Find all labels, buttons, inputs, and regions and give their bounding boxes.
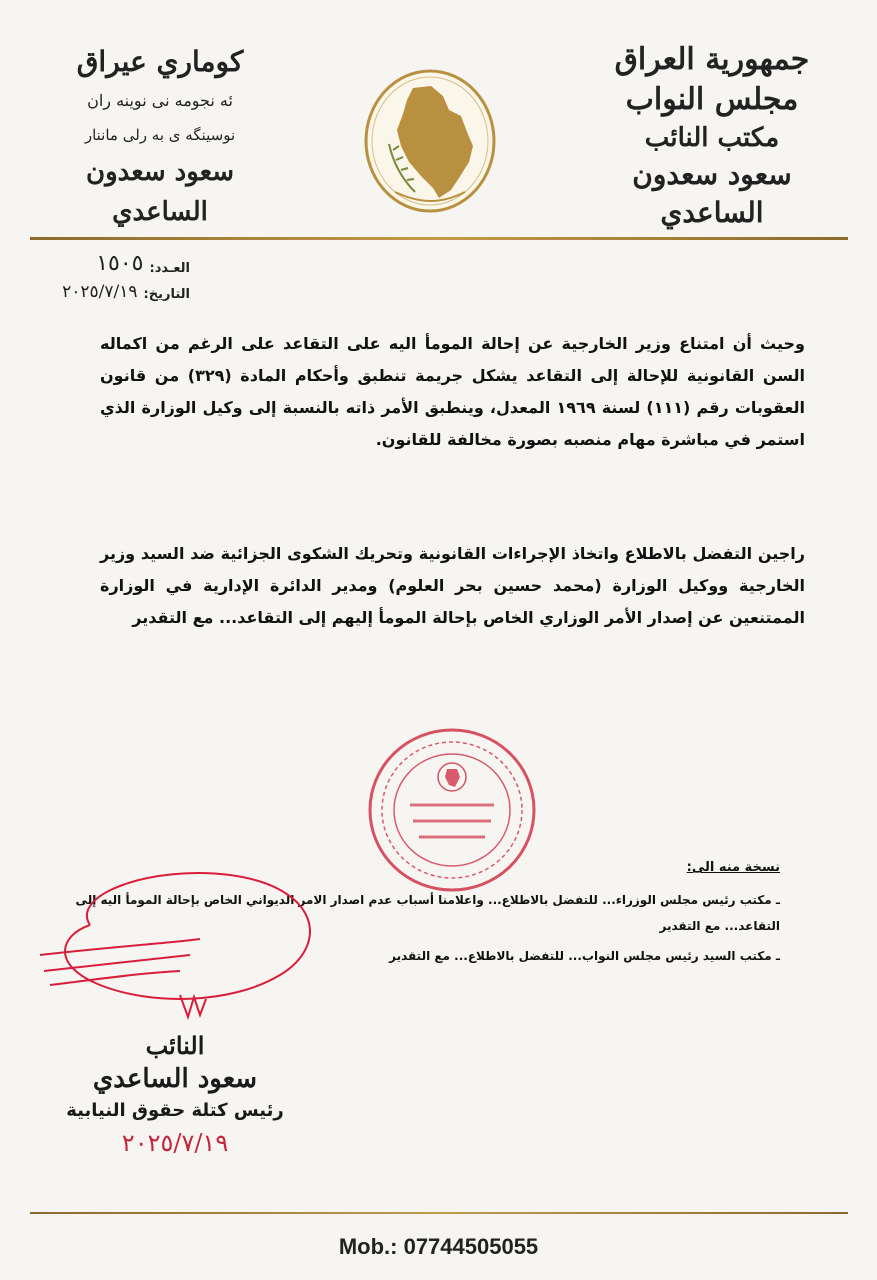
letter-meta bbox=[20, 250, 190, 302]
letter-number bbox=[20, 250, 190, 276]
signature-scribble-icon bbox=[30, 855, 340, 1025]
header-republic: جمهورية العراق bbox=[614, 42, 810, 77]
header-kurdish-member-name: سعود سعدون الساعدي bbox=[85, 157, 234, 227]
number-label: العـدد: bbox=[149, 261, 190, 276]
header-kurdish-office: نوسينگه ى به رلى ماننار bbox=[84, 126, 236, 144]
header-divider bbox=[30, 237, 848, 240]
date-value: ٢٠٢٥/٧/١٩ bbox=[62, 282, 138, 302]
header-kurdish-republic: كوماري عيراق bbox=[76, 45, 244, 78]
parliament-emblem-icon bbox=[361, 66, 499, 216]
number-value: ١٥٠٥ bbox=[96, 251, 144, 276]
date-label: التاريخ: bbox=[143, 287, 190, 302]
signature-date: ٢٠٢٥/٧/١٩ bbox=[121, 1129, 229, 1157]
signature-position: رئيس كتلة حقوق النيابية bbox=[66, 1100, 284, 1121]
header-council: مجلس النواب bbox=[625, 82, 799, 117]
header-office: مكتب النائب bbox=[644, 123, 780, 153]
header-member-name: سعود سعدون الساعدي bbox=[632, 158, 792, 229]
copy-recipient-2: ـ مكتب السيد رئيس مجلس النواب... للتفضل بالاطلاع... مع التقدير bbox=[389, 949, 780, 963]
header-arabic bbox=[587, 40, 837, 232]
header-kurdish-council: ئه نجومه نى نوينه ران bbox=[87, 91, 233, 110]
signature-title: النائب bbox=[145, 1031, 205, 1060]
signature-name: سعود الساعدي bbox=[92, 1064, 258, 1094]
body-paragraph-2: راجين التفضل بالاطلاع واتخاذ الإجراءات القانونية وتحريك الشكوى الجزائية ضد السيد وزير الخارجية ووكيل الوزارة (محمد حسين بحر العلوم) ومدير الدائرة الإدارية في الوزارة الممتنعين عن إصدار الأمر الوزاري الخاص بإحالة المومأ إليهم إلى التقاعد... مع التقدير bbox=[100, 544, 805, 627]
copies-title: نسخة منه الى: bbox=[686, 860, 780, 875]
footer-divider bbox=[30, 1212, 848, 1214]
signature-block bbox=[60, 1030, 290, 1160]
header-kurdish bbox=[40, 40, 280, 232]
copy-recipient-1: ـ مكتب رئيس مجلس الوزراء... للتفضل بالاطلاع... واعلامنا أسباب عدم اصدار الامر الديواني الخاص بإحالة المومأ اليه إلى التقاعد... مع التقدير bbox=[75, 893, 780, 933]
letter-date bbox=[20, 276, 190, 302]
footer-mobile: Mob.: 07744505055 bbox=[338, 1234, 539, 1259]
body-paragraph-1: وحيث أن امتناع وزير الخارجية عن إحالة المومأ اليه على التقاعد على الرغم من اكماله السن القانونية للإحالة إلى التقاعد يشكل جريمة تنطبق وأحكام المادة (٣٢٩) من قانون العقوبات رقم (١١١) لسنة ١٩٦٩ المعدل، وينطبق الأمر ذاته بالنسبة إلى وكيل الوزارة الذي استمر في مباشرة مهام منصبه بصورة مخالفة للقانون. bbox=[100, 334, 806, 449]
